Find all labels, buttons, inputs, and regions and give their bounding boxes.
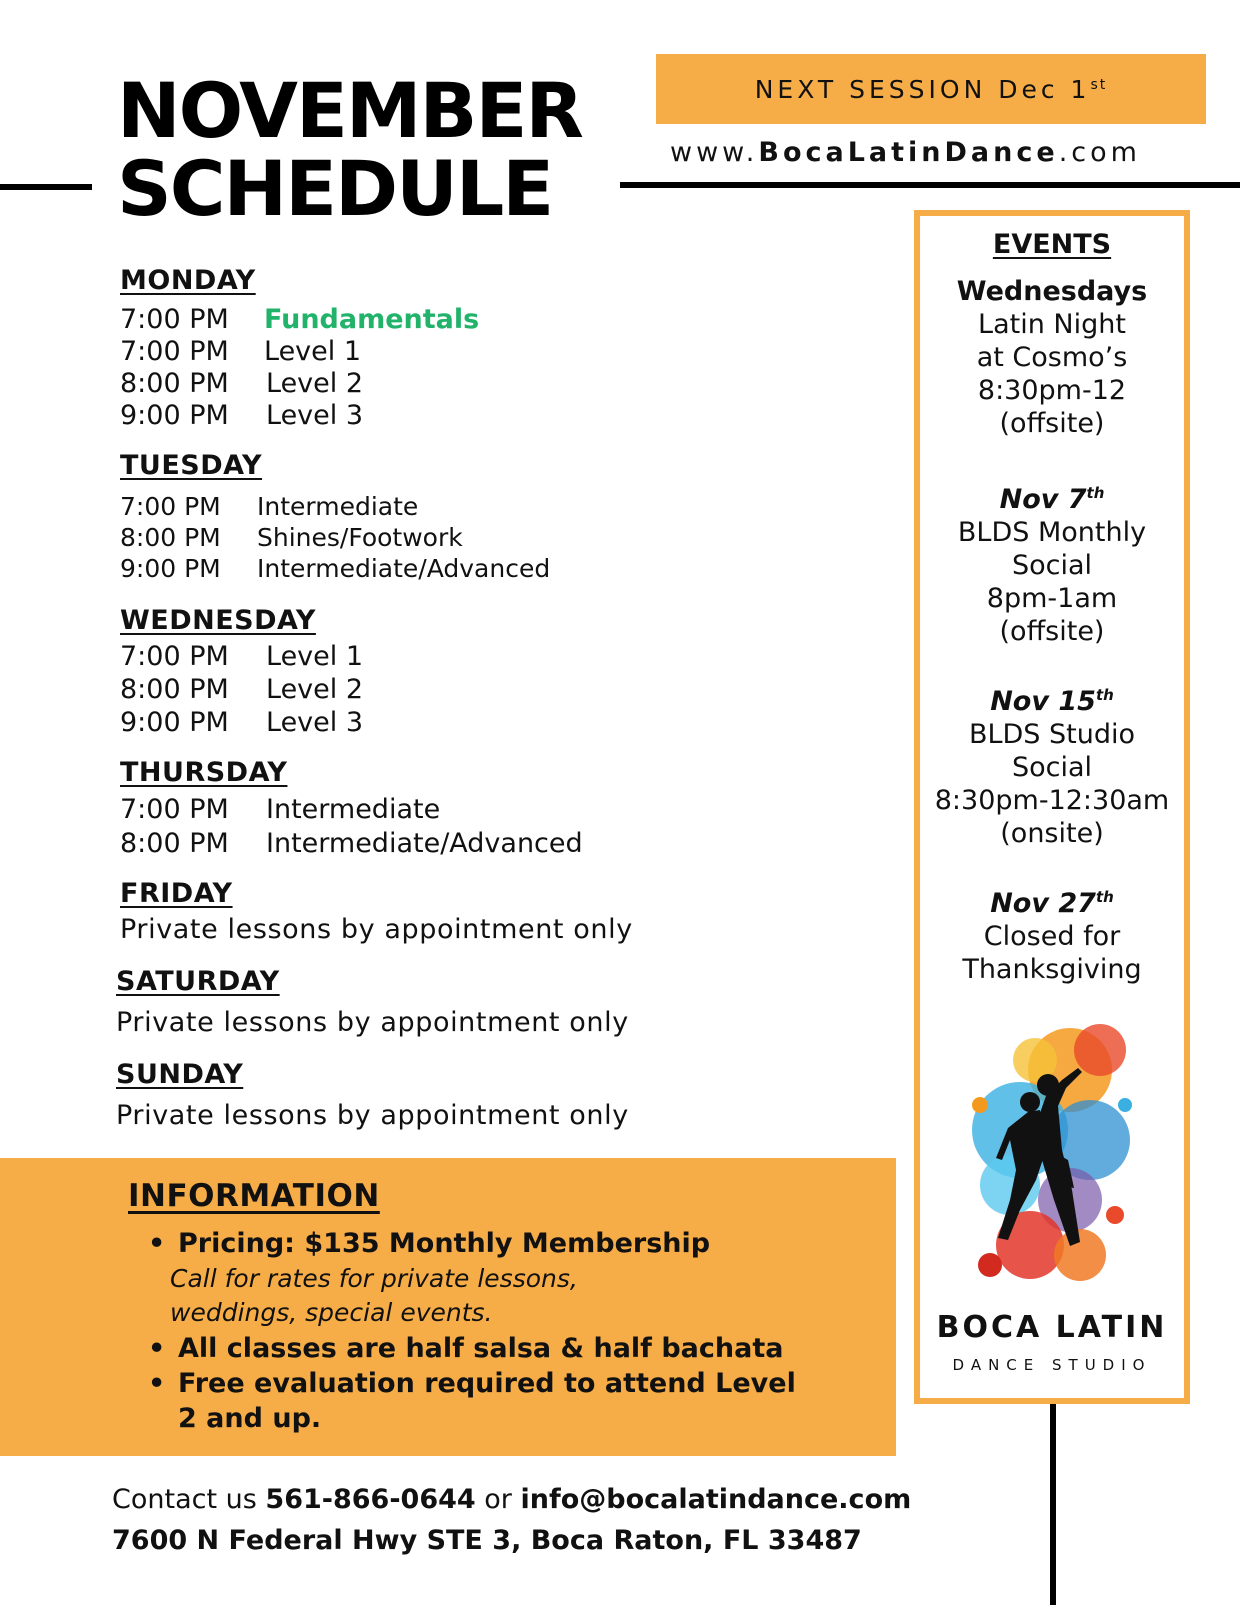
event-date-sup: th [1095,686,1114,704]
information-heading: INFORMATION [128,1178,380,1214]
contact-phone[interactable]: 561-866-0644 [265,1484,476,1515]
event-line: 8pm-1am [986,583,1118,614]
event-date-text: Nov 7 [999,484,1087,515]
row-time: 8:00 PM [120,828,229,859]
next-session-text: NEXT SESSION Dec 1 [754,74,1091,104]
info-note-line-1: Call for rates for private lessons, [170,1264,578,1293]
row-time: 8:00 PM [120,523,221,552]
row-time: 8:00 PM [120,674,229,705]
row-class: Intermediate/Advanced [257,554,551,583]
event-line: 8:30pm-12 [977,375,1127,406]
contact-address: 7600 N Federal Hwy STE 3, Boca Raton, FL 33487 [112,1525,862,1556]
next-session-sup: st [1090,77,1108,93]
day-saturday: SATURDAY [116,966,280,997]
logo-subtitle: DANCE STUDIO [952,1356,1152,1374]
row-class: Shines/Footwork [257,523,463,552]
page-title [117,66,582,233]
row-class: Intermediate [266,794,441,825]
website-suffix: .com [1058,137,1141,168]
schedule-row [120,674,363,706]
info-evaluation: • Free evaluation required to attend Level [178,1368,796,1399]
event-date-sup: th [1086,484,1105,502]
row-class: Level 2 [266,368,364,399]
day-sunday: SUNDAY [116,1059,244,1090]
schedule-row [120,368,363,400]
title-line-2: SCHEDULE [117,144,553,233]
event-line: Latin Night [978,309,1126,340]
info-classes: • All classes are half salsa & half bachata [178,1333,783,1364]
schedule-row [120,400,363,432]
event-line: (onsite) [1000,818,1104,849]
schedule-row [120,828,583,860]
event-nov-15 [914,679,1190,850]
divider-right [620,182,1240,188]
event-date-text: Nov 15 [990,686,1096,717]
contact-or: or [475,1484,521,1515]
event-wednesdays [914,275,1190,440]
day-wednesday: WEDNESDAY [120,605,316,636]
event-nov-7 [914,477,1190,648]
event-line: (offsite) [999,616,1105,647]
row-class: Intermediate [257,492,419,521]
next-session-banner [656,54,1206,124]
row-time: 8:00 PM [120,368,229,399]
row-class: Intermediate/Advanced [266,828,583,859]
day-friday: FRIDAY [120,878,233,909]
row-class: Level 3 [266,707,364,738]
event-line: Thanksgiving [962,954,1142,985]
website-name: BocaLatinDance [758,137,1059,168]
row-class: Fundamentals [264,304,480,335]
row-class: Level 2 [266,674,364,705]
schedule-row [120,491,418,523]
row-class: Level 1 [264,336,362,367]
row-time: 9:00 PM [120,707,229,738]
saturday-note: Private lessons by appointment only [116,1007,629,1038]
dancers-logo-icon [950,1010,1150,1310]
schedule-row [120,304,479,336]
row-time: 7:00 PM [120,492,221,521]
event-line: Social [1011,752,1093,783]
info-evaluation-line-2: 2 and up. [178,1403,322,1434]
event-date [914,477,1190,516]
schedule-row [120,522,463,554]
info-note-line-2: weddings, special events. [170,1298,493,1327]
sunday-note: Private lessons by appointment only [116,1100,629,1131]
website-prefix: www. [670,137,759,168]
event-title: Wednesdays [956,276,1148,307]
website-link[interactable] [670,137,1141,168]
schedule-row [120,794,440,826]
decorative-pole [1050,1404,1056,1605]
event-line: (offsite) [999,408,1105,439]
event-line: BLDS Monthly [957,517,1147,548]
row-time: 9:00 PM [120,554,221,583]
event-line: BLDS Studio [968,719,1136,750]
schedule-row [120,641,363,673]
title-line-1: NOVEMBER [117,66,582,155]
info-pricing: • Pricing: $135 Monthly Membership [178,1228,710,1259]
event-line: Social [1011,550,1093,581]
events-heading: EVENTS [992,229,1112,260]
event-date-sup: th [1095,888,1114,906]
event-date-text: Nov 27 [990,888,1096,919]
schedule-row [120,336,361,368]
contact-line [112,1484,911,1515]
friday-note: Private lessons by appointment only [120,914,633,945]
event-date [914,679,1190,718]
contact-prefix: Contact us [112,1484,266,1515]
event-nov-27 [914,881,1190,986]
row-time: 7:00 PM [120,641,229,672]
event-date [914,881,1190,920]
row-class: Level 1 [266,641,364,672]
row-time: 7:00 PM [120,336,229,367]
divider-left [0,184,92,190]
row-class: Level 3 [266,400,364,431]
event-line: at Cosmo’s [976,342,1128,373]
schedule-row [120,707,363,739]
row-time: 7:00 PM [120,304,229,335]
day-monday: MONDAY [120,265,256,296]
logo-title: BOCA LATIN [936,1310,1168,1345]
row-time: 9:00 PM [120,400,229,431]
day-tuesday: TUESDAY [120,450,263,481]
schedule-row [120,553,550,585]
event-line: 8:30pm-12:30am [934,785,1170,816]
day-thursday: THURSDAY [120,757,288,788]
contact-email[interactable]: info@bocalatindance.com [520,1484,912,1515]
event-line: Closed for [983,921,1121,952]
row-time: 7:00 PM [120,794,229,825]
